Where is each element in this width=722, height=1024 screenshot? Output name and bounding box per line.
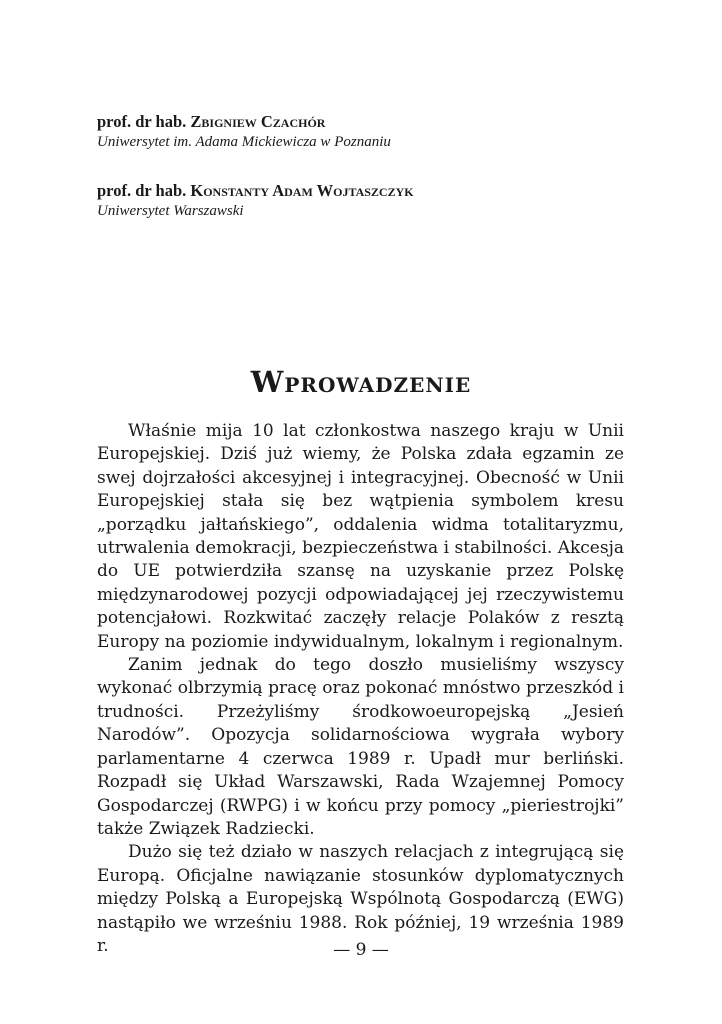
author-name-line [97,112,637,132]
section-heading: Wprowadzenie [250,365,472,399]
author-name: Zbigniew Czachór [190,112,326,131]
paragraph-1: Właśnie mija 10 lat członkostwa naszego kraju w Unii Europejskiej. Dziś już wiemy, że Polska zdała egzamin ze swej dojrzałości akcesyjnej i integracyjnej. Obecność w Unii Europejskiej stała się bez wątpienia symbolem kresu „porządku jałtańskiego”, oddalenia widma totalitaryzmu, utrwalenia demokracji, bezpieczeństwa i stabilności. Akcesja do UE potwierdziła szansę na uzyskanie przez Polskę międzynarodowej pozycji odpowiadającej jej rzeczywistemu potencjałowi. Rozkwitać zaczęły relacje Polaków z resztą Europy na poziomie indywidualnym, lokalnym i regionalnym. [97,421,624,652]
author-title: prof. dr hab. [97,181,187,200]
paragraph-3: Dużo się też działo w naszych relacjach z integrującą się Europą. Oficjalne nawiązanie stosunków dyplomatycznych między Polską a Europejską Wspólnotą Gospodarczą (EWG) nastąpiło we wrześniu 1988. Rok później, 19 września 1989 r. [97,842,624,956]
body-text [97,420,624,958]
author-affiliation: Uniwersytet im. Adama Mickiewicza w Poznaniu [97,134,391,150]
page-number: — 9 — [333,940,389,960]
paragraph-2: Zanim jednak do tego doszło musieliśmy wszyscy wykonać olbrzymią pracę oraz pokonać mnóstwo przeszkód i trudności. Przeżyliśmy środkowoeuropejską „Jesień Narodów”. Opozycja solidarnościowa wygrała wybory parlamentarne 4 czerwca 1989 r. Upadł mur berliński. Rozpadł się Układ Warszawski, Rada Wzajemnej Pomocy Gospodarczej (RWPG) i w końcu przy pomocy „pieriestrojki” także Związek Radziecki. [97,655,624,839]
author-title: prof. dr hab. [97,112,187,131]
author-affiliation: Uniwersytet Warszawski [97,203,244,219]
author-name: Konstanty Adam Wojtaszczyk [190,181,414,200]
author-block-1 [97,112,637,152]
author-name-line [97,181,637,201]
author-block-2 [97,181,637,221]
